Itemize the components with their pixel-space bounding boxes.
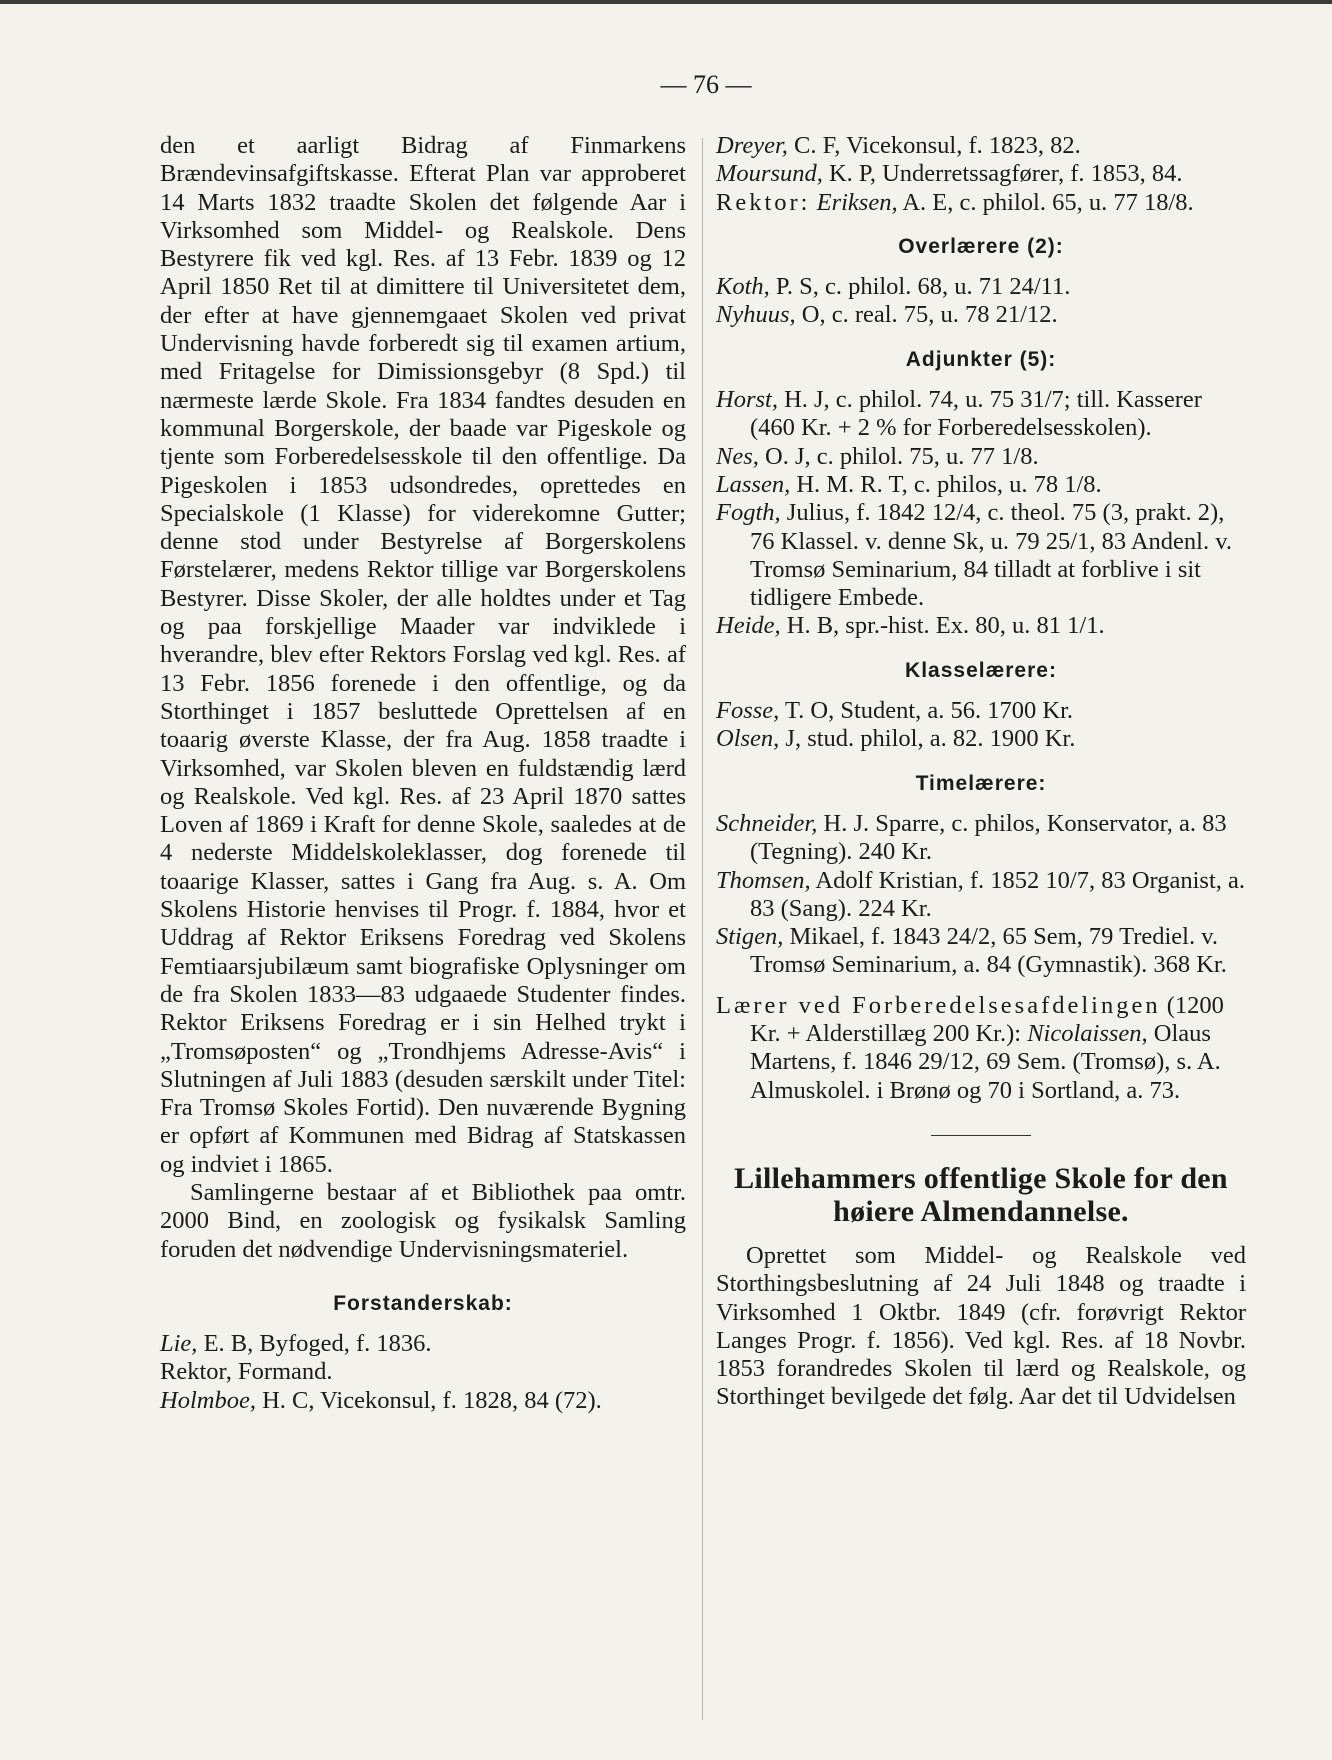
forberedelse-entry: Lærer ved Forberedelsesafdelingen (1200 Kr. + Alderstillæg 200 Kr.): Nicolaissen, Olaus Martens, f. 1846 29/12, 69 Sem. (Tromsø), s. A. Almuskolel. i Brønø og 70 i Sortland, a. 73. [716,991,1224,1104]
list-item: Nyhuus, O, c. real. 75, u. 78 21/12. [716,301,1058,329]
list-item: Schneider, H. J. Sparre, c. philos, Konservator, a. 83 (Tegning). 240 Kr. [716,809,1227,866]
list-item: Horst, H. J, c. philol. 74, u. 75 31/7; till. Kasserer (460 Kr. + 2 % for Forberedelsesskolen). [716,386,1202,442]
adjunkter-heading: Adjunkter (5): [905,347,1057,371]
list-item: Fosse, T. O, Student, a. 56. 1700 Kr. [716,697,1074,725]
list-item: Dreyer, C. F, Vicekonsul, f. 1823, 82. [716,132,1081,159]
top-border [0,0,1332,4]
column-divider [702,138,703,1720]
list-item: Olsen, J, stud. philol, a. 82. 1900 Kr. [716,725,1076,753]
list-item: Rektor, Formand. [160,1358,333,1386]
history-paragraph: den et aarligt Bidrag af Finmarkens Brændevinsafgiftskasse. Efterat Plan var approberet 14 Marts 1832 traadte Skolen det følgende Aar i Virksomhed som Middel- og Realskole. Dens Bestyrere fik ved kgl. Res. af 13 Febr. 1839 og 12 April 1850 Ret til at dimittere til Universitetet dem, der efter at have gjennemgaaet Skolen ved privat Undervisning havde forberedt sig til examen artium, med Fritagelse for Dimissionsgebyr (8 Spd.) til nærmeste lærde Skole. Fra 1834 fandtes desuden en kommunal Borgerskole, der baade var Pigeskole og tjente som Forberedelsesskole til den offentlige. Da Pigeskolen i 1853 udsondredes, oprettedes en Specialskole (1 Klasse) for viderekomne Gutter; denne stod under Bestyrelse af Borgerskolens Førstelærer, medens Rektor tillige var Borgerskolens Bestyrer. Disse Skoler, der alle holdtes under et Tag og paa forskjellige Maader var indviklede i hverandre, blev efter Rektors Forslag ved kgl. Res. af 13 Febr. 1856 forenede i den offentlige, og da Storthinget i 1857 besluttede Oprettelsen af en toaarig øverste Klasse, der fra Aug. 1858 traadte i Virksomhed, var Skolen bleven en fuldstændig lærd og Realskole. Ved kgl. Res. af 23 April 1870 sattes Loven af 1869 i Kraft for denne Skole, saaledes at de 4 nederste Middelskoleklasser, dog forenede til toaarige Klasser, sattes i Gang fra Aug. s. A. Om Skolens Historie henvises til Progr. f. 1884, hvor et Uddrag af Rektor Eriksens Foredrag ved Skolens Femtiaarsjubilæum samt biografiske Oplysninger om de fra Skolen 1833—83 udgaaede Studenter findes. Rektor Eriksens Foredrag er i sin Helhed trykt i „Tromsøposten“ og „Trondhjems Adresse-Avis“ i Slutningen af Juli 1883 (desuden særskilt under Titel: Fra Tromsø Skoles Fortid). Den nuværende Bygning er opført af Kommunen med Bidrag af Statskassen og indviet i 1865. [160,132,686,1178]
list-item: Thomsen, Adolf Kristian, f. 1852 10/7, 83 Organist, a. 83 (Sang). 224 Kr. [716,866,1245,922]
left-column [160,132,686,1415]
list-item: Lassen, H. M. R. T, c. philos, u. 78 1/8. [716,470,1102,498]
rektor-entry: Rektor: Eriksen, A. E, c. philol. 65, u. 77 18/8. [716,188,1194,216]
right-column [716,132,1246,1412]
overlaerere-heading: Overlærere (2): [898,234,1064,258]
section-paragraph: Oprettet som Middel- og Realskole ved Storthingsbeslutning af 24 Juli 1848 og traadte i Virksomhed 1 Oktbr. 1849 (cfr. forøvrigt Rektor Langes Progr. f. 1856). Ved kgl. Res. af 18 Novbr. 1853 forandredes Skolen til lærd og Realskole, og Storthinget bevilgede det følg. Aar det til Udvidelsen [716,1241,1246,1411]
forstanderskab-heading: Forstanderskab: [333,1291,513,1315]
section-separator [931,1135,1031,1136]
section-title: Lillehammers offentlige Skole for den høiere Almendannelse. [734,1161,1228,1228]
list-item: Stigen, Mikael, f. 1843 24/2, 65 Sem, 79 Trediel. v. Tromsø Seminarium, a. 84 (Gymnastik). 368 Kr. [716,923,1227,979]
list-item: Moursund, K. P, Underretssagfører, f. 1853, 84. [716,160,1183,188]
list-item: Koth, P. S, c. philol. 68, u. 71 24/11. [716,273,1071,301]
list-item: Lie, E. B, Byfoged, f. 1836. [160,1330,432,1358]
klasselaerere-heading: Klasselærere: [905,658,1057,682]
collections-paragraph: Samlingerne bestaar af et Bibliothek paa omtr. 2000 Bind, en zoologisk og fysikalsk Samling foruden det nødvendige Undervisningsmateriel. [160,1178,686,1263]
list-item: Holmboe, H. C, Vicekonsul, f. 1828, 84 (72). [160,1386,602,1414]
timelaerere-heading: Timelærere: [915,771,1047,795]
list-item: Fogth, Julius, f. 1842 12/4, c. theol. 75 (3, prakt. 2), 76 Klassel. v. denne Sk, u. 79 25/1, 83 Andenl. v. Tromsø Seminarium, 84 tilladt at forblive i sit tidligere Embede. [716,499,1233,612]
list-item: Nes, O. J, c. philol. 75, u. 77 1/8. [716,442,1039,470]
list-item: Heide, H. B, spr.-hist. Ex. 80, u. 81 1/1. [716,612,1105,640]
page-number: — 76 — [660,70,752,99]
